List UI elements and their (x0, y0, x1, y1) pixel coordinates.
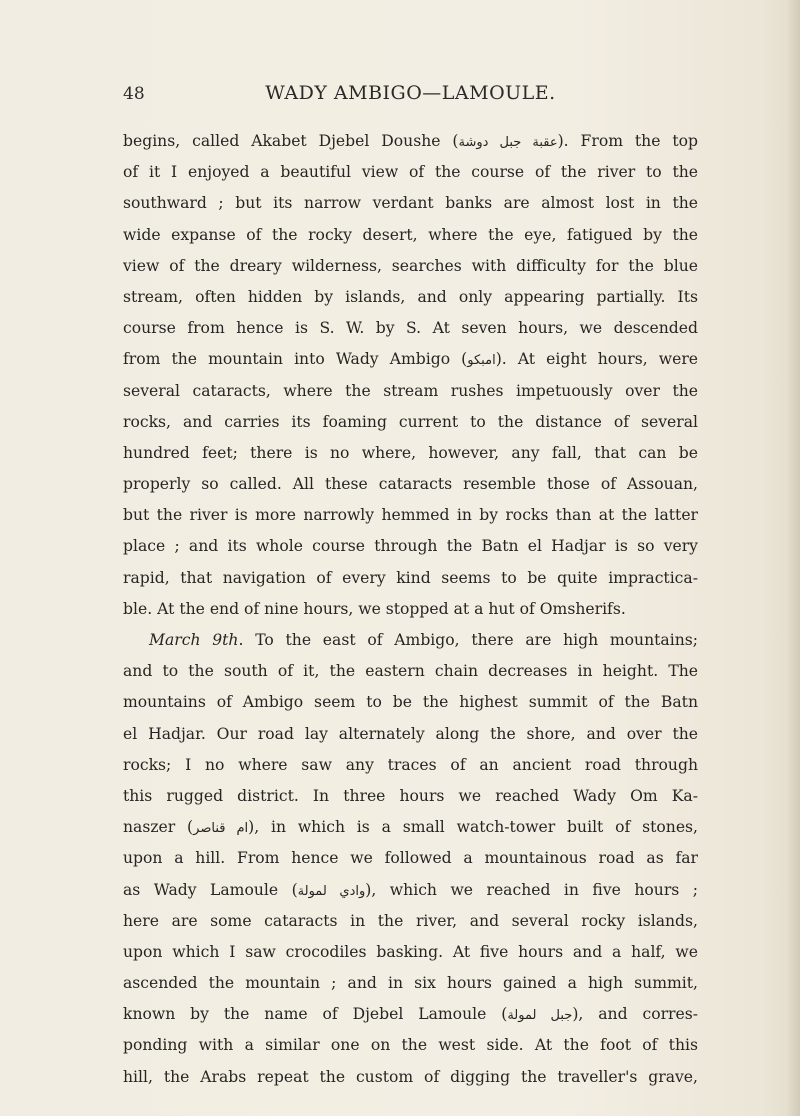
arabic-name: جبل لمولة (507, 1008, 573, 1024)
text-line (123, 719, 698, 750)
text-run: from the mountain into Wady Ambigo ( (123, 350, 468, 369)
page-edge-shadow (786, 0, 800, 1116)
text-run: To the east of Ambigo, there are high mountains; (243, 631, 698, 649)
text-run: as Wady Lamoule ( (123, 880, 298, 899)
text-run: place ; and its whole course through the Batn el Hadjar is so very (123, 537, 698, 556)
text-run: ). From the top (557, 132, 698, 150)
text-run: this rugged district. In three hours we reached Wady Om Ka- (123, 786, 698, 805)
text-run: wide expanse of the rocky desert, where the eye, fatigued by the (123, 225, 698, 244)
text-run: view of the dreary wilderness, searches with difficulty for the blue (123, 256, 698, 275)
text-run: ble. At the end of nine hours, we stopped at a hut of Omsherifs. (123, 599, 626, 618)
text-run: upon which I saw crocodiles basking. At five hours and a half, we (123, 942, 698, 961)
text-run: ponding with a similar one on the west side. At the foot of this (123, 1036, 698, 1055)
text-line (123, 687, 698, 718)
text-line (123, 126, 698, 157)
text-run: ), and corres- (572, 1005, 698, 1024)
arabic-name: ام قناصر (193, 821, 249, 837)
text-run: ), which we reached in five hours ; (365, 880, 699, 899)
text-line (123, 906, 698, 937)
text-line (123, 937, 698, 968)
text-run: naszer ( (123, 818, 194, 837)
text-run: rapid, that navigation of every kind seems to be quite impractica- (123, 568, 698, 587)
text-run: el Hadjar. Our road lay alternately along the shore, and over the (123, 724, 698, 743)
arabic-name: عقبة جبل دوشة (458, 135, 558, 150)
text-run: ascended the mountain ; and in six hours gained a high summit, (123, 974, 698, 993)
page-header (123, 80, 698, 110)
text-run: known by the name of Djebel Lamoule ( (123, 1005, 508, 1024)
text-run: rocks; I no where saw any traces of an ancient road through (123, 755, 698, 774)
arabic-name: وادي لمولة (297, 883, 366, 899)
text-run: southward ; but its narrow verdant banks are almost lost in the (123, 194, 698, 213)
text-line (123, 625, 698, 656)
text-line (123, 875, 698, 906)
text-run: here are some cataracts in the river, and several rocky islands, (123, 911, 698, 930)
text-line (123, 282, 698, 313)
text-run: ). At eight hours, were (495, 350, 699, 369)
text-run: hill, the Arabs repeat the custom of digging the traveller's grave, (123, 1067, 698, 1086)
text-line (123, 1030, 698, 1061)
text-line (123, 157, 698, 188)
text-line (123, 594, 698, 625)
text-line (123, 251, 698, 282)
text-run: upon a hill. From hence we followed a mountainous road as far (123, 849, 698, 868)
text-line (123, 376, 698, 407)
text-line (123, 531, 698, 562)
text-run: ), in which is a small watch-tower built of stones, (248, 818, 699, 837)
text-line (123, 656, 698, 687)
text-line (123, 344, 698, 375)
text-line (123, 220, 698, 251)
arabic-name: امبكو (467, 353, 496, 369)
text-line (123, 812, 698, 843)
text-line (123, 188, 698, 219)
text-line (123, 469, 698, 500)
text-run: of it I enjoyed a beautiful view of the course of the river to the (123, 163, 698, 182)
text-line (123, 407, 698, 438)
text-run: but the river is more narrowly hemmed in by rocks than at the latter (123, 506, 698, 525)
text-line (123, 438, 698, 469)
text-run: several cataracts, where the stream rushes impetuously over the (123, 381, 698, 400)
text-run: rocks, and carries its foaming current to the distance of several (123, 412, 698, 431)
text-line (123, 781, 698, 812)
running-head: WADY AMBIGO—LAMOULE. (265, 82, 556, 104)
text-line (123, 1062, 698, 1093)
text-run: and to the south of it, the eastern chain decreases in height. The (123, 662, 698, 681)
text-line (123, 500, 698, 531)
page-number: 48 (123, 84, 145, 104)
text-run: properly so called. All these cataracts resemble those of Assouan, (123, 475, 698, 494)
text-run: mountains of Ambigo seem to be the highest summit of the Batn (123, 693, 698, 712)
text-run: begins, called Akabet Djebel Doushe ( (123, 132, 459, 150)
text-line (123, 313, 698, 344)
text-line (123, 968, 698, 999)
body-text (123, 126, 698, 1093)
date-heading: March 9th. (149, 631, 244, 649)
text-line (123, 999, 698, 1030)
text-line (123, 563, 698, 594)
text-run: hundred feet; there is no where, however, any fall, that can be (123, 443, 698, 462)
text-line (123, 843, 698, 874)
text-line (123, 750, 698, 781)
text-run: stream, often hidden by islands, and only appearing partially. Its (123, 287, 698, 306)
text-run: course from hence is S. W. by S. At seven hours, we descended (123, 319, 698, 338)
